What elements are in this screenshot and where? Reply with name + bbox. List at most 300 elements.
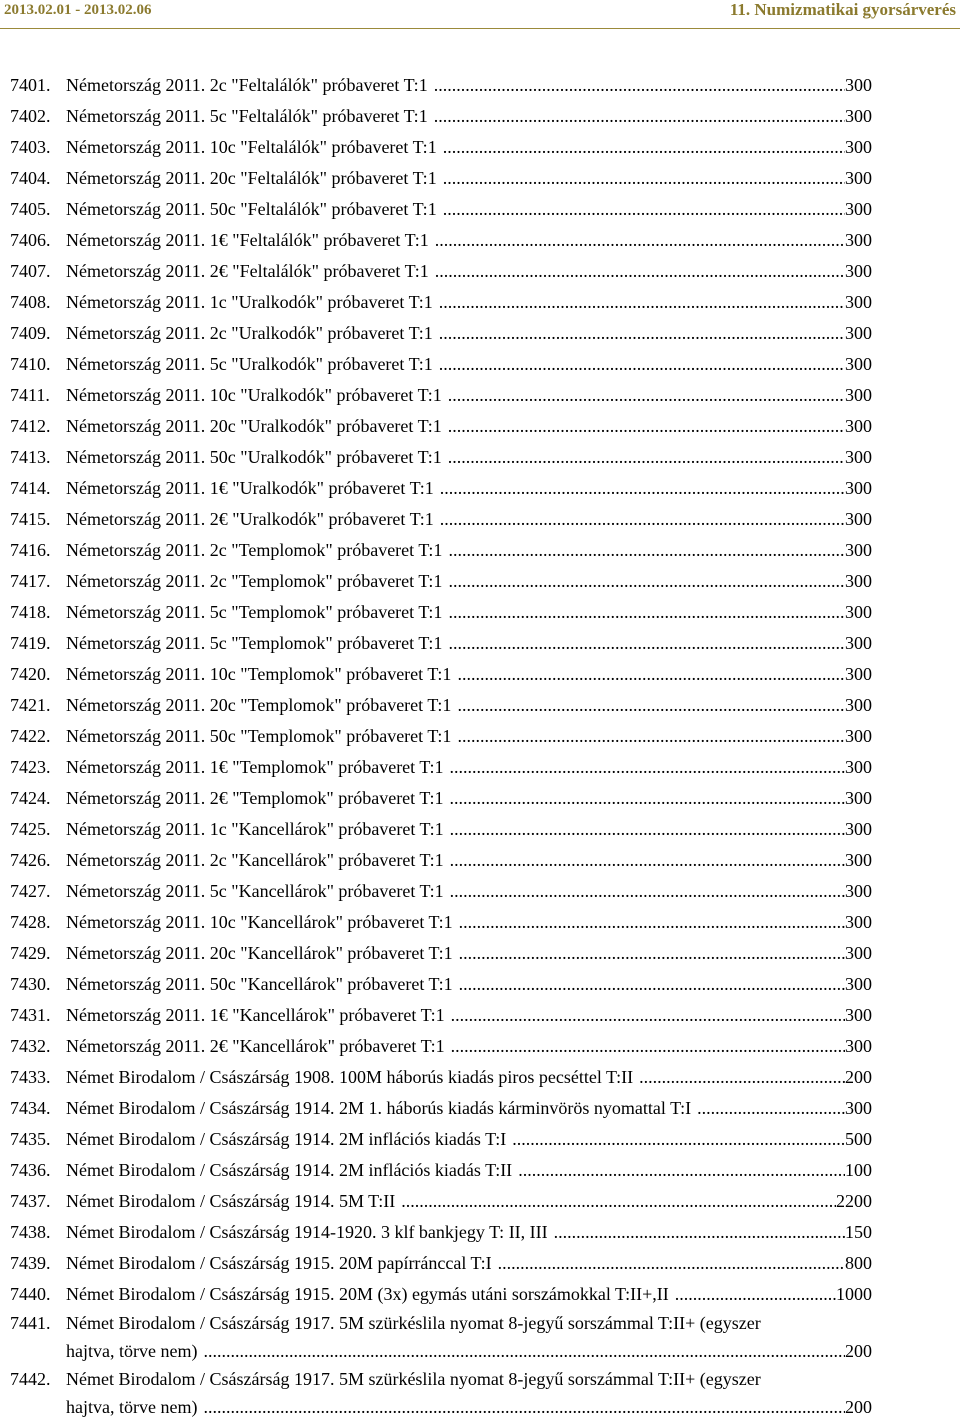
lot-item — [0, 442, 960, 473]
lot-item — [0, 473, 960, 504]
lot-row — [66, 1217, 872, 1248]
lot-item — [0, 1279, 960, 1310]
lot-body — [66, 194, 872, 225]
lot-description: Németország 2011. 2€ "Kancellárok" próbaveret T:1 — [66, 1036, 445, 1056]
lot-row — [66, 876, 872, 907]
lot-item — [0, 938, 960, 969]
lot-price: 800 — [845, 1253, 872, 1273]
lot-row — [66, 1336, 872, 1366]
lot-row — [66, 721, 872, 752]
lot-description: Németország 2011. 2c "Uralkodók" próbaveret T:1 — [66, 323, 433, 343]
lot-item — [0, 163, 960, 194]
lot-number: 7409. — [10, 323, 51, 343]
lot-number: 7434. — [10, 1098, 51, 1118]
lot-row — [66, 225, 872, 256]
lot-price: 300 — [845, 509, 872, 529]
lot-description-continued: hajtva, törve nem) — [66, 1397, 198, 1417]
lot-body — [66, 628, 872, 659]
lot-row — [66, 1248, 872, 1279]
lot-row — [66, 1031, 872, 1062]
lot-row — [66, 287, 872, 318]
lot-number: 7422. — [10, 726, 51, 746]
lot-row — [66, 1000, 872, 1031]
leader-dots — [639, 1062, 845, 1093]
lot-number: 7438. — [10, 1222, 51, 1242]
lot-number: 7420. — [10, 664, 51, 684]
lot-price: 300 — [845, 633, 872, 653]
leader-dots — [451, 1000, 845, 1031]
lot-body — [66, 1124, 872, 1155]
leader-dots — [459, 969, 845, 1000]
lot-price: 300 — [845, 571, 872, 591]
leader-dots — [203, 1336, 845, 1366]
lot-row — [66, 814, 872, 845]
lot-description: Német Birodalom / Császárság 1914. 2M inflációs kiadás T:I — [66, 1129, 507, 1149]
lot-body — [66, 1217, 872, 1248]
leader-dots — [554, 1217, 845, 1248]
lot-number: 7435. — [10, 1129, 51, 1149]
leader-dots — [457, 659, 845, 690]
leader-dots — [449, 752, 845, 783]
lot-description: Németország 2011. 5c "Feltalálók" próbaveret T:1 — [66, 106, 428, 126]
lot-row — [66, 256, 872, 287]
lot-item — [0, 411, 960, 442]
lot-body — [66, 225, 872, 256]
lot-description: Német Birodalom / Császárság 1914. 2M 1. háborús kiadás kárminvörös nyomattal T:I — [66, 1098, 692, 1118]
lot-description: Német Birodalom / Császárság 1908. 100M háborús kiadás piros pecséttel T:II — [66, 1067, 634, 1087]
lot-item — [0, 194, 960, 225]
lot-number: 7416. — [10, 540, 51, 560]
auction-title: 11. Numizmatikai gyorsárverés — [729, 0, 956, 19]
lot-body — [66, 969, 872, 1000]
lot-price: 300 — [845, 137, 872, 157]
leader-dots — [675, 1279, 836, 1310]
lot-description: Németország 2011. 2c "Kancellárok" próbaveret T:1 — [66, 850, 444, 870]
lot-item — [0, 535, 960, 566]
lot-item — [0, 783, 960, 814]
lot-description: Németország 2011. 20c "Kancellárok" próbaveret T:1 — [66, 943, 453, 963]
lot-item — [0, 1186, 960, 1217]
lot-body — [66, 1000, 872, 1031]
lot-number: 7428. — [10, 912, 51, 932]
lot-body — [66, 504, 872, 535]
lot-body — [66, 70, 872, 101]
lot-body — [66, 721, 872, 752]
lot-row — [66, 101, 872, 132]
lot-price: 300 — [845, 1036, 872, 1056]
leader-dots — [448, 566, 845, 597]
leader-dots — [448, 628, 845, 659]
lot-body — [66, 1093, 872, 1124]
lot-item — [0, 287, 960, 318]
lot-body — [66, 1062, 872, 1093]
lot-description: Németország 2011. 2c "Feltalálók" próbaveret T:1 — [66, 75, 428, 95]
lot-item — [0, 752, 960, 783]
lot-row — [66, 1366, 872, 1392]
lot-item — [0, 721, 960, 752]
lot-price: 300 — [845, 788, 872, 808]
lot-row — [66, 597, 872, 628]
lot-price: 300 — [845, 199, 872, 219]
lot-item — [0, 70, 960, 101]
leader-dots — [697, 1093, 845, 1124]
leader-dots — [449, 783, 845, 814]
lot-item — [0, 1124, 960, 1155]
lot-number: 7408. — [10, 292, 51, 312]
lot-item — [0, 1155, 960, 1186]
leader-dots — [459, 938, 845, 969]
lot-item — [0, 318, 960, 349]
lot-description: Németország 2011. 20c "Feltalálók" próbaveret T:1 — [66, 168, 437, 188]
lot-price: 300 — [845, 261, 872, 281]
lot-body — [66, 132, 872, 163]
lot-price: 150 — [845, 1222, 872, 1242]
lot-item — [0, 1093, 960, 1124]
lot-body — [66, 1279, 872, 1310]
lot-row — [66, 1093, 872, 1124]
lot-body — [66, 535, 872, 566]
lot-row — [66, 411, 872, 442]
lot-number: 7431. — [10, 1005, 51, 1025]
lot-number: 7412. — [10, 416, 51, 436]
lot-row — [66, 752, 872, 783]
leader-dots — [434, 70, 845, 101]
lot-number: 7441. — [10, 1313, 51, 1333]
lot-row — [66, 1062, 872, 1093]
lot-body — [66, 597, 872, 628]
lot-price: 300 — [845, 726, 872, 746]
lot-number: 7437. — [10, 1191, 51, 1211]
leader-dots — [439, 318, 845, 349]
lot-item — [0, 1031, 960, 1062]
lot-price: 200 — [845, 1067, 872, 1087]
lot-description: Németország 2011. 1€ "Feltalálók" próbaveret T:1 — [66, 230, 429, 250]
lot-row — [66, 163, 872, 194]
lot-number: 7436. — [10, 1160, 51, 1180]
leader-dots — [448, 411, 845, 442]
leader-dots — [434, 101, 845, 132]
lot-description: Németország 2011. 10c "Feltalálók" próbaveret T:1 — [66, 137, 437, 157]
leader-dots — [448, 380, 845, 411]
lot-body — [66, 783, 872, 814]
lot-price: 200 — [845, 1341, 872, 1361]
lot-item — [0, 101, 960, 132]
lot-row — [66, 969, 872, 1000]
lot-number: 7442. — [10, 1369, 51, 1389]
lot-price: 500 — [845, 1129, 872, 1149]
lot-description: Németország 2011. 10c "Templomok" próbaveret T:1 — [66, 664, 452, 684]
lot-row — [66, 535, 872, 566]
lot-body — [66, 473, 872, 504]
lot-body — [66, 163, 872, 194]
lot-row — [66, 628, 872, 659]
leader-dots — [498, 1248, 845, 1279]
leader-dots — [443, 132, 845, 163]
leader-dots — [450, 845, 845, 876]
leader-dots — [439, 349, 845, 380]
lot-number: 7410. — [10, 354, 51, 374]
lot-price: 300 — [845, 106, 872, 126]
lot-item — [0, 256, 960, 287]
lot-row — [66, 442, 872, 473]
lot-price: 1000 — [836, 1284, 872, 1304]
lot-price: 300 — [845, 1005, 872, 1025]
lot-price: 200 — [845, 1397, 872, 1417]
lot-body — [66, 349, 872, 380]
leader-dots — [435, 256, 845, 287]
lot-item — [0, 1248, 960, 1279]
lot-price: 2200 — [836, 1191, 872, 1211]
lot-body — [66, 907, 872, 938]
lot-price: 300 — [845, 540, 872, 560]
lot-description: Németország 2011. 20c "Templomok" próbaveret T:1 — [66, 695, 452, 715]
lot-price: 300 — [845, 385, 872, 405]
lot-body — [66, 1031, 872, 1062]
lot-body — [66, 690, 872, 721]
lot-row — [66, 907, 872, 938]
lot-number: 7417. — [10, 571, 51, 591]
lot-row — [66, 938, 872, 969]
lot-row — [66, 1279, 872, 1310]
leader-dots — [512, 1124, 845, 1155]
lot-body — [66, 1310, 872, 1366]
leader-dots — [457, 721, 845, 752]
leader-dots — [439, 287, 845, 318]
leader-dots — [451, 1031, 845, 1062]
lot-body — [66, 287, 872, 318]
leader-dots — [518, 1155, 845, 1186]
lot-body — [66, 845, 872, 876]
lot-row — [66, 1124, 872, 1155]
lot-price: 300 — [845, 354, 872, 374]
lot-description: Németország 2011. 1€ "Kancellárok" próbaveret T:1 — [66, 1005, 445, 1025]
lot-item — [0, 504, 960, 535]
lot-body — [66, 1366, 872, 1422]
lot-row — [66, 845, 872, 876]
lot-row — [66, 504, 872, 535]
lot-description: Német Birodalom / Császárság 1914. 2M inflációs kiadás T:II — [66, 1160, 513, 1180]
lot-description: Németország 2011. 1c "Kancellárok" próbaveret T:1 — [66, 819, 444, 839]
lot-item — [0, 1062, 960, 1093]
lot-description: Németország 2011. 2€ "Uralkodók" próbaveret T:1 — [66, 509, 434, 529]
lot-number: 7415. — [10, 509, 51, 529]
lot-description: Németország 2011. 1c "Uralkodók" próbaveret T:1 — [66, 292, 433, 312]
lot-list — [0, 70, 960, 1422]
lot-description: Német Birodalom / Császárság 1917. 5M szürkéslila nyomat 8-jegyű sorszámmal T:II+ (egyszer — [66, 1369, 761, 1389]
lot-number: 7411. — [10, 385, 50, 405]
lot-item — [0, 380, 960, 411]
lot-description: Németország 2011. 5c "Templomok" próbaveret T:1 — [66, 602, 443, 622]
lot-description: Németország 2011. 1€ "Templomok" próbaveret T:1 — [66, 757, 444, 777]
leader-dots — [440, 504, 845, 535]
lot-item — [0, 132, 960, 163]
lot-price: 300 — [845, 416, 872, 436]
lot-number: 7418. — [10, 602, 51, 622]
lot-body — [66, 318, 872, 349]
lot-item — [0, 225, 960, 256]
lot-description: Németország 2011. 2c "Templomok" próbaveret T:1 — [66, 540, 443, 560]
lot-row — [66, 1310, 872, 1336]
lot-description: Németország 2011. 1€ "Uralkodók" próbaveret T:1 — [66, 478, 434, 498]
leader-dots — [459, 907, 845, 938]
lot-number: 7427. — [10, 881, 51, 901]
lot-body — [66, 1155, 872, 1186]
lot-description: Német Birodalom / Császárság 1917. 5M szürkéslila nyomat 8-jegyű sorszámmal T:II+ (egyszer — [66, 1313, 761, 1333]
leader-dots — [203, 1392, 845, 1422]
lot-number: 7439. — [10, 1253, 51, 1273]
lot-number: 7424. — [10, 788, 51, 808]
lot-item — [0, 1000, 960, 1031]
lot-description: Németország 2011. 5c "Templomok" próbaveret T:1 — [66, 633, 443, 653]
lot-row — [66, 70, 872, 101]
lot-body — [66, 566, 872, 597]
lot-number: 7425. — [10, 819, 51, 839]
lot-item — [0, 969, 960, 1000]
lot-number: 7401. — [10, 75, 51, 95]
lot-description: Németország 2011. 50c "Templomok" próbaveret T:1 — [66, 726, 452, 746]
leader-dots — [440, 473, 845, 504]
leader-dots — [435, 225, 845, 256]
leader-dots — [448, 442, 845, 473]
lot-description: Németország 2011. 50c "Kancellárok" próbaveret T:1 — [66, 974, 453, 994]
lot-body — [66, 876, 872, 907]
lot-price: 300 — [845, 230, 872, 250]
leader-dots — [443, 194, 845, 225]
lot-item — [0, 845, 960, 876]
lot-item — [0, 814, 960, 845]
leader-dots — [443, 163, 845, 194]
lot-price: 300 — [845, 695, 872, 715]
lot-body — [66, 411, 872, 442]
lot-number: 7429. — [10, 943, 51, 963]
lot-body — [66, 752, 872, 783]
lot-number: 7405. — [10, 199, 51, 219]
lot-number: 7421. — [10, 695, 51, 715]
lot-item — [0, 876, 960, 907]
lot-item — [0, 349, 960, 380]
lot-row — [66, 473, 872, 504]
lot-number: 7423. — [10, 757, 51, 777]
lot-description: Németország 2011. 2€ "Templomok" próbaveret T:1 — [66, 788, 444, 808]
lot-price: 300 — [845, 1098, 872, 1118]
lot-price: 300 — [845, 75, 872, 95]
lot-description: Német Birodalom / Császárság 1914. 5M T:II — [66, 1191, 396, 1211]
lot-price: 300 — [845, 974, 872, 994]
lot-price: 300 — [845, 819, 872, 839]
lot-item — [0, 907, 960, 938]
lot-row — [66, 1392, 872, 1422]
lot-row — [66, 194, 872, 225]
lot-description: Német Birodalom / Császárság 1915. 20M (3x) egymás utáni sorszámokkal T:II+,II — [66, 1284, 669, 1304]
lot-description-continued: hajtva, törve nem) — [66, 1341, 198, 1361]
lot-item — [0, 628, 960, 659]
lot-description: Német Birodalom / Császárság 1915. 20M papírránccal T:I — [66, 1253, 492, 1273]
lot-item — [0, 1366, 960, 1422]
lot-description: Németország 2011. 50c "Uralkodók" próbaveret T:1 — [66, 447, 442, 467]
lot-number: 7413. — [10, 447, 51, 467]
lot-price: 300 — [845, 447, 872, 467]
lot-body — [66, 1186, 872, 1217]
lot-item — [0, 566, 960, 597]
lot-description: Németország 2011. 5c "Kancellárok" próbaveret T:1 — [66, 881, 444, 901]
lot-row — [66, 783, 872, 814]
lot-body — [66, 1248, 872, 1279]
lot-description: Németország 2011. 50c "Feltalálók" próbaveret T:1 — [66, 199, 437, 219]
lot-body — [66, 938, 872, 969]
lot-row — [66, 566, 872, 597]
date-range: 2013.02.01 - 2013.02.06 — [4, 2, 152, 18]
lot-description: Németország 2011. 10c "Kancellárok" próbaveret T:1 — [66, 912, 453, 932]
lot-description: Németország 2011. 5c "Uralkodók" próbaveret T:1 — [66, 354, 433, 374]
lot-number: 7402. — [10, 106, 51, 126]
lot-description: Németország 2011. 2€ "Feltalálók" próbaveret T:1 — [66, 261, 429, 281]
lot-item — [0, 597, 960, 628]
lot-body — [66, 659, 872, 690]
lot-number: 7407. — [10, 261, 51, 281]
lot-number: 7406. — [10, 230, 51, 250]
lot-price: 300 — [845, 850, 872, 870]
lot-row — [66, 349, 872, 380]
lot-item — [0, 690, 960, 721]
lot-row — [66, 1155, 872, 1186]
lot-number: 7433. — [10, 1067, 51, 1087]
lot-description: Németország 2011. 20c "Uralkodók" próbaveret T:1 — [66, 416, 442, 436]
leader-dots — [401, 1186, 836, 1217]
page-header — [0, 0, 960, 29]
lot-body — [66, 814, 872, 845]
lot-number: 7432. — [10, 1036, 51, 1056]
lot-price: 300 — [845, 943, 872, 963]
lot-row — [66, 318, 872, 349]
lot-price: 300 — [845, 757, 872, 777]
lot-item — [0, 659, 960, 690]
lot-row — [66, 690, 872, 721]
leader-dots — [457, 690, 845, 721]
lot-number: 7403. — [10, 137, 51, 157]
lot-description: Német Birodalom / Császárság 1914-1920. 3 klf bankjegy T: II, III — [66, 1222, 548, 1242]
lot-price: 300 — [845, 881, 872, 901]
lot-item — [0, 1310, 960, 1366]
lot-price: 300 — [845, 323, 872, 343]
lot-price: 300 — [845, 478, 872, 498]
lot-row — [66, 659, 872, 690]
lot-number: 7440. — [10, 1284, 51, 1304]
lot-price: 300 — [845, 602, 872, 622]
lot-item — [0, 1217, 960, 1248]
lot-row — [66, 380, 872, 411]
lot-number: 7426. — [10, 850, 51, 870]
lot-price: 300 — [845, 292, 872, 312]
lot-number: 7419. — [10, 633, 51, 653]
lot-price: 100 — [845, 1160, 872, 1180]
lot-number: 7430. — [10, 974, 51, 994]
leader-dots — [448, 597, 845, 628]
lot-body — [66, 380, 872, 411]
lot-number: 7404. — [10, 168, 51, 188]
lot-description: Németország 2011. 2c "Templomok" próbaveret T:1 — [66, 571, 443, 591]
lot-body — [66, 256, 872, 287]
leader-dots — [448, 535, 845, 566]
lot-price: 300 — [845, 912, 872, 932]
leader-dots — [450, 876, 845, 907]
lot-row — [66, 132, 872, 163]
lot-row — [66, 1186, 872, 1217]
lot-body — [66, 101, 872, 132]
lot-price: 300 — [845, 664, 872, 684]
leader-dots — [450, 814, 845, 845]
lot-body — [66, 442, 872, 473]
lot-description: Németország 2011. 10c "Uralkodók" próbaveret T:1 — [66, 385, 442, 405]
